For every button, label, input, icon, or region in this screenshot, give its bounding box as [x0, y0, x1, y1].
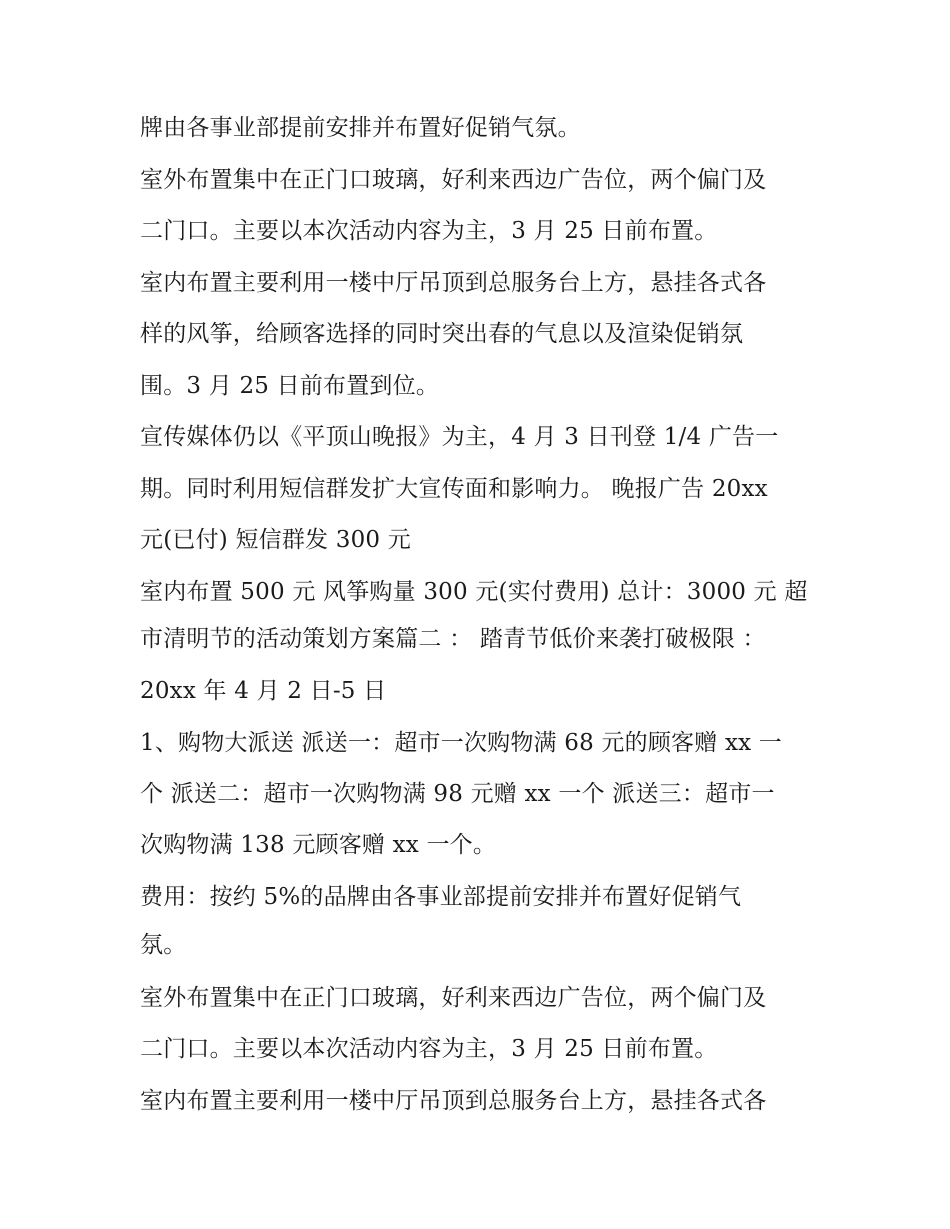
text-line: 宣传媒体仍以《平顶山晚报》为主，4 月 3 日刊登 1/4 广告一 [140, 424, 779, 450]
text-line: 室外布置集中在正门口玻璃，好利来西边广告位，两个偏门及 [140, 985, 767, 1011]
text-line: 个 派送二：超市一次购物满 98 元赠 xx 一个 派送三：超市一 [140, 781, 775, 807]
text-line: 费用：按约 5%的品牌由各事业部提前安排并布置好促销气 [140, 884, 742, 910]
text-line: 室内布置主要利用一楼中厅吊顶到总服务台上方，悬挂各式各 [140, 270, 767, 296]
text-line: 牌由各事业部提前安排并布置好促销气氛。 [140, 115, 581, 141]
text-line: 1、购物大派送 派送一：超市一次购物满 68 元的顾客赠 xx 一 [140, 730, 782, 756]
text-line: 室外布置集中在正门口玻璃，好利来西边广告位，两个偏门及 [140, 167, 767, 193]
text-line: 二门口。主要以本次活动内容为主，3 月 25 日前布置。 [140, 1036, 718, 1062]
text-line: 室内布置 500 元 风筝购量 300 元(实付费用) 总计：3000 元 超 [140, 579, 808, 605]
text-line: 室内布置主要利用一楼中厅吊顶到总服务台上方，悬挂各式各 [140, 1088, 767, 1114]
text-line: 样的风筝，给顾客选择的同时突出春的气息以及渲染促销氛 [140, 321, 744, 347]
text-line: 围。3 月 25 日前布置到位。 [140, 373, 440, 399]
text-line: 氛。 [140, 932, 187, 958]
text-line: 期。同时利用短信群发扩大宣传面和影响力。 晚报广告 20xx [140, 476, 768, 502]
text-line: 二门口。主要以本次活动内容为主，3 月 25 日前布置。 [140, 218, 718, 244]
text-line: 20xx 年 4 月 2 日-5 日 [140, 678, 387, 704]
text-line: 元(已付) 短信群发 300 元 [140, 527, 411, 553]
text-line: 市清明节的活动策划方案篇二 ： 踏青节低价来袭打破极限 ： [140, 626, 766, 652]
text-line: 次购物满 138 元顾客赠 xx 一个。 [140, 832, 497, 858]
